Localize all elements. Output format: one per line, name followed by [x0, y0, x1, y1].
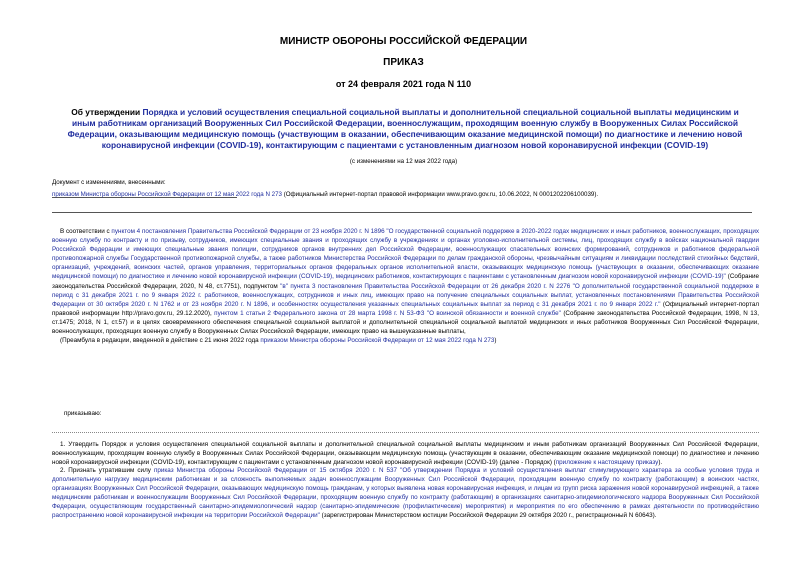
document-heading: [60, 107, 750, 151]
text: (зарегистрирован Министерством юстиции Российской Федерации 29 октября 2020 г., регистрационный N 60643).: [319, 512, 657, 520]
text: В соответствии с: [60, 228, 112, 235]
document-type: ПРИКАЗ: [383, 57, 424, 68]
text: 2. Признать утратившим силу: [60, 467, 154, 474]
text: (Собрание законодательства Российской Федерации, 1998, N 13, ст.1475; 2018, N 1, ст.57) и в целях своевременного обеспечения специальной социальной выплатой и дополнительной специальной социальной выплатой медицинских и иных работников Вооруженных Сил Российской Федерации, военнослужащих, проходящих военную службу в Вооруженных Силах Российской Федерации, имеющих право на вышеуказанные выплаты,: [52, 309, 760, 336]
changes-note: (с изменениями на 12 мая 2022 года): [349, 158, 458, 165]
text: ): [494, 337, 497, 345]
text: (Преамбула в редакции, введенной в действие с 21 июня 2022 года: [60, 337, 261, 345]
law-53fz-link[interactable]: пунктом 1 статьи 2 Федерального закона от 28 марта 1998 г. N 53-ФЗ "О воинской обязанности и военной службе": [214, 309, 561, 317]
text: (Официальный интернет-портал правовой информации http://pravo.gov.ru, 29.12.2020),: [52, 300, 759, 317]
decree-2276-link[interactable]: "в" пункта 3 постановления Правительства Российской Федерации от 26 декабря 2020 г. N 2276 "О дополнительной государственной социальной поддержке в период с 31 декабря 2021 г. по 9 января 2022 г. работников, военнослужащих, сотрудников и иных лиц, имеющих право на получение специальных социальных выплат, установленных постановлениями Правительства Российской Федерации от 30 октября 2020 г. N 1762 и от 23 ноября 2020 г. N 1896, и особенностях осуществления указанных специальных социальных выплат за период с 31 декабря 2021 г. по 9 января 2022 г.": [52, 282, 759, 308]
text: 1. Утвердить Порядок и условия осуществления специальной социальной выплаты и дополнительной специальной социальной выплаты медицинским и иным работникам организаций Вооруженных Сил Российской Федерации, военнослужащим, проходящим военную службу в Вооруженных Силах Российской Федерации, оказывающим медицинскую помощь (участвующим в оказании, обеспечивающим оказание медицинской помощи) по диагностике и лечению новой коронавирусной инфекции (COVID-19), контактирующим с пациентами с установленным диагнозом новой коронавирусной инфекции (COVID-19) (далее - Порядок) (: [52, 441, 759, 467]
preamble-note: [52, 336, 759, 345]
amendments-list: [52, 178, 752, 199]
order-word: приказываю:: [64, 410, 102, 417]
header-divider: [52, 212, 752, 213]
amendments-label: Документ с изменениями, внесенными:: [52, 179, 166, 186]
text: ).: [658, 459, 663, 467]
preamble-paragraph: [52, 227, 759, 345]
minister-title: МИНИСТР ОБОРОНЫ РОССИЙСКОЙ ФЕДЕРАЦИИ: [279, 36, 528, 47]
order-537-link[interactable]: приказ Министра обороны Российской Федерации от 15 октября 2020 г. N 537 "Об утверждении Порядка и условий осуществления выплат стимулирующего характера за особые условия труда и дополнительную нагрузку медицинским работникам и за сложность выполняемых задач военнослужащим Вооруженных Сил Российской Федерации, проходящим военную службу по контракту (работающим) в воинских частях, организациях Вооруженных Сил Российской Федерации, оказывающих медицинскую помощь гражданам, у которых выявлена новая коронавирусная инфекция, и лицам из групп риска заражения новой коронавирусной инфекцией, а также медицинским работникам и военнослужащим Вооруженных Сил Российской Федерации, проходящим военную службу по контракту (работающим) в организациях санитарно-эпидемиологического надзора Вооруженных Сил Российской Федерации, осуществляющим государственный санитарно-эпидемиологический надзор (санитарно-эпидемические (профилактические) мероприятия) и мероприятия по его обеспечению в рамках деятельности по противодействию распространению новой коронавирусной инфекции на территории Российской Федерации": [52, 467, 759, 520]
text: (Собрание законодательства Российской Федерации, 2020, N 48, ст.7751), подпунктом: [52, 273, 759, 290]
amendment-source: (Официальный интернет-портал правовой информации www.pravo.gov.ru, 10.06.2022, N 0001202206100039).: [281, 191, 599, 198]
heading-link[interactable]: Порядка и условий осуществления специальной социальной выплаты и дополнительной специальной социальной выплаты медицинским и иным работникам организаций Вооруженных Сил Российской Федерации, военнослужащим, проходящим военную службу в Вооруженных Силах Российской Федерации, оказывающим медицинскую помощь (участвующим в оказании, обеспечивающим оказание медицинской помощи) по диагностике и лечению новой коронавирусной инфекции (COVID-19), контактирующим с пациентами с установленным диагнозом новой коронавирусной инфекции (COVID-19): [67, 107, 743, 150]
dotted-divider: [52, 432, 759, 433]
heading-prefix: Об утверждении: [71, 107, 143, 117]
item-1-paragraph: [52, 440, 759, 467]
preamble-link[interactable]: приказом Министра обороны Российской Федерации от 12 мая 2022 года N 273: [260, 337, 495, 345]
date-number: от 24 февраля 2021 года N 110: [335, 79, 472, 89]
decree-1896-link[interactable]: пунктом 4 постановления Правительства Российской Федерации от 23 ноября 2020 г. N 1896 "О государственной социальной поддержке в 2020-2022 годах медицинских и иных работников, военнослужащих, проходящих военную службу по контракту и по призыву, сотрудников, имеющих специальные звания и проходящих службу в учреждениях и органах уголовно-исполнительной системы, лиц, проходящих службу в войсках национальной гвардии Российской Федерации и имеющих специальные звания полиции, сотрудников органов внутренних дел Российской Федерации, военнослужащих спасательных воинских формирований, сотрудников и работников федеральной противопожарной службы Государственной противопожарной службы, а также работников Министерства Российской Федерации по делам гражданской обороны, чрезвычайным ситуациям и ликвидации последствий стихийных бедствий, организаций, учреждений, воинских частей, органов управления, территориальных органов федеральных органов исполнительной власти, оказывающих медицинскую помощь (участвующих в оказании, обеспечивающих оказание медицинской помощи) по диагностике и лечению новой коронавирусной инфекции (COVID-19), медицинских работников, контактирующих с пациентами с установленным диагнозом новой коронавирусной инфекции (COVID-19)": [52, 228, 759, 281]
appendix-link[interactable]: приложение к настоящему приказу: [555, 459, 659, 467]
item-2-paragraph: [52, 466, 759, 521]
amendment-link[interactable]: приказом Министра обороны Российской Федерации от 12 мая 2022 года N 273: [52, 191, 282, 198]
